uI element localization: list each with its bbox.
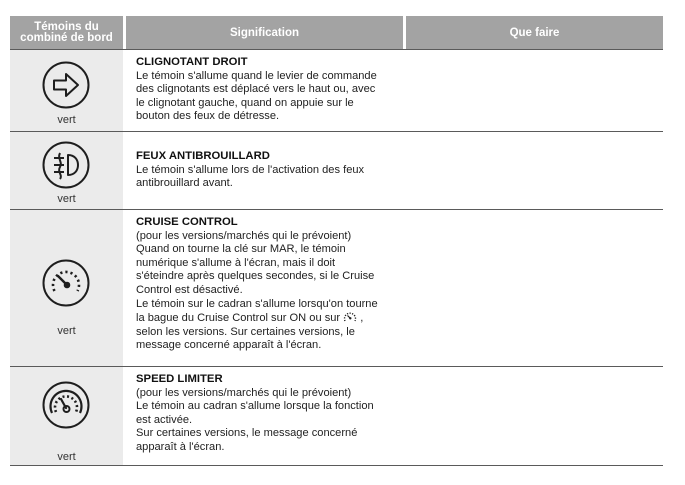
text-line: Sur certaines versions, le message concerné	[136, 427, 358, 440]
text-line: (pour les versions/marchés qui le prévoient)	[136, 229, 352, 242]
text-line: (pour les versions/marchés qui le prévoient)	[136, 386, 352, 399]
row-title: FEUX ANTIBROUILLARD	[136, 150, 270, 162]
color-label: vert	[57, 193, 76, 205]
text-line: antibrouillard avant.	[136, 177, 233, 190]
table-row	[10, 209, 663, 366]
table-header	[10, 16, 663, 49]
row-title: CRUISE CONTROL	[136, 216, 238, 228]
text-line: Quand on tourne la clé sur MAR, le témoin	[136, 243, 346, 256]
meaning-text	[136, 56, 401, 124]
text-line: selon les versions. Sur certaines versions, le	[136, 325, 355, 338]
text-line: Le témoin sur le cadran s'allume lorsqu'on tourne	[136, 297, 378, 310]
turn-signal-right-icon	[41, 60, 91, 110]
icon-cell	[10, 50, 123, 131]
warning-lights-table	[10, 16, 663, 463]
table-row	[10, 49, 663, 131]
text-line: Le témoin s'allume quand le levier de commande	[136, 69, 377, 82]
text-line: numérique s'allume à l'écran, mais il doit	[136, 256, 336, 269]
header-col1-line1: Témoins du	[34, 21, 99, 33]
text-line: le clignotant gauche, quand on appuie sur le	[136, 96, 354, 109]
color-label: vert	[57, 451, 76, 463]
color-label: vert	[57, 114, 76, 126]
meaning-text	[136, 373, 401, 455]
cruise-control-icon	[41, 258, 91, 308]
fog-light-icon	[41, 140, 91, 190]
row-title: SPEED LIMITER	[136, 373, 223, 385]
meaning-text	[136, 150, 401, 191]
icon-cell	[10, 210, 123, 366]
header-cell-what-to-do: Que faire	[406, 16, 663, 49]
cruise-control-inline-icon	[343, 311, 357, 323]
text-fragment: la bague du Cruise Control sur ON ou sur	[136, 312, 341, 325]
header-col1-line2: combiné de bord	[20, 32, 113, 44]
text-line: message concerné apparaît à l'écran.	[136, 339, 322, 352]
row-title: CLIGNOTANT DROIT	[136, 56, 248, 68]
speed-limiter-icon	[41, 380, 91, 430]
header-cell-meaning: Signification	[126, 16, 403, 49]
text-line-with-icon	[136, 311, 401, 326]
color-label: vert	[57, 325, 76, 337]
text-line: apparaît à l'écran.	[136, 440, 225, 453]
icon-cell	[10, 132, 123, 209]
table-row	[10, 131, 663, 209]
text-line: s'éteindre après quelques secondes, si le Cruise	[136, 270, 375, 283]
icon-cell	[10, 367, 123, 465]
text-line: Le témoin au cadran s'allume lorsque la fonction	[136, 400, 374, 413]
text-fragment: ,	[357, 312, 364, 325]
text-line: Le témoin s'allume lors de l'activation des feux	[136, 163, 365, 176]
text-line: Control est désactivé.	[136, 283, 243, 296]
text-line: des clignotants est déplacé vers le haut ou, avec	[136, 83, 376, 96]
text-line: est activée.	[136, 413, 193, 426]
meaning-text	[136, 216, 401, 353]
text-line: bouton des feux de détresse.	[136, 110, 280, 123]
header-cell-warning-lights	[10, 16, 123, 49]
table-row	[10, 366, 663, 466]
